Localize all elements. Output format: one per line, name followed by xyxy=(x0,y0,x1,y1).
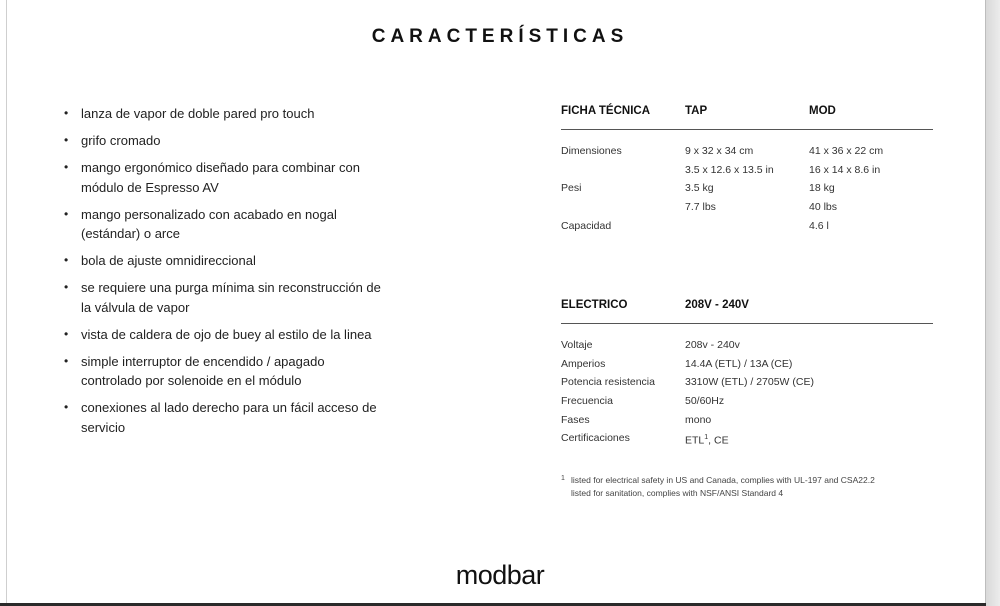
table-row xyxy=(561,161,933,180)
ficha-header-tap: TAP xyxy=(685,105,708,117)
mod-value: 40 lbs xyxy=(809,201,838,214)
footnote-marker: 1 xyxy=(561,475,565,482)
row-label: Certificaciones xyxy=(561,432,630,445)
row-label: Capacidad xyxy=(561,219,612,232)
row-label: Fases xyxy=(561,413,590,426)
row-value: mono xyxy=(685,413,712,426)
table-row xyxy=(561,142,933,161)
feature-item: • lanza de vapor de doble pared pro touch xyxy=(64,104,384,124)
table-row xyxy=(561,429,933,448)
certifications-value xyxy=(685,429,933,448)
row-value: 50/60Hz xyxy=(685,395,725,408)
electrico-header-row xyxy=(561,299,933,324)
feature-item: • grifo cromado xyxy=(64,131,384,151)
row-value: 208v - 240v xyxy=(685,339,740,351)
table-row xyxy=(561,217,933,236)
mod-value: 4.6 l xyxy=(809,219,829,232)
tap-value: 3.5 x 12.6 x 13.5 in xyxy=(685,163,774,176)
ficha-header-mod: MOD xyxy=(809,105,836,117)
row-label: Voltaje xyxy=(561,339,593,351)
ficha-tecnica-table xyxy=(561,105,933,235)
row-value: 14.4A (ETL) / 13A (CE) xyxy=(685,357,793,370)
tap-value: 3.5 kg xyxy=(685,182,714,195)
feature-item: • simple interruptor de encendido / apagado controlado por solenoide en el módulo xyxy=(64,352,384,391)
page-edge-right xyxy=(985,0,1000,606)
feature-item: • conexiones al lado derecho para un fácil acceso de servicio xyxy=(64,398,384,437)
footnote-marker: 1 xyxy=(704,434,709,442)
row-label: Frecuencia xyxy=(561,395,613,408)
modbar-logo: modbar xyxy=(455,560,545,590)
footnote-line-1: listed for electrical safety in US and Canada, complies with UL-197 and CSA22.2 xyxy=(571,475,875,485)
tap-value: 7.7 lbs xyxy=(685,201,716,214)
table-row xyxy=(561,411,933,430)
mod-value: 18 kg xyxy=(809,182,835,195)
feature-item: • bola de ajuste omnidireccional xyxy=(64,251,384,271)
electrico-header-voltage: 208V - 240V xyxy=(685,299,749,311)
feature-item: • vista de caldera de ojo de buey al estilo de la linea xyxy=(64,325,384,345)
features-list xyxy=(64,104,384,445)
row-label: Potencia resistencia xyxy=(561,376,655,389)
page-title: CARACTERÍSTICAS xyxy=(371,26,629,47)
table-row xyxy=(561,355,933,374)
table-row xyxy=(561,198,933,217)
row-label: Dimensiones xyxy=(561,145,622,157)
row-value: 3310W (ETL) / 2705W (CE) xyxy=(685,376,814,389)
footnote xyxy=(561,474,933,500)
row-label xyxy=(561,161,685,180)
table-row xyxy=(561,179,933,198)
page-edge-left xyxy=(6,0,7,606)
feature-item: • mango ergonómico diseñado para combinar con módulo de Espresso AV xyxy=(64,158,384,197)
row-label: Pesi xyxy=(561,182,582,195)
electrico-header-label: ELECTRICO xyxy=(561,299,628,311)
row-label xyxy=(561,198,685,217)
mod-value: 16 x 14 x 8.6 in xyxy=(809,163,881,176)
table-row xyxy=(561,373,933,392)
table-row xyxy=(561,336,933,355)
mod-value: 41 x 36 x 22 cm xyxy=(809,145,884,157)
cert-etl: ETL xyxy=(685,434,705,447)
ficha-header-label: FICHA TÉCNICA xyxy=(561,105,651,117)
feature-item: • se requiere una purga mínima sin reconstrucción de la válvula de vapor xyxy=(64,278,384,317)
electrico-table xyxy=(561,299,933,448)
cert-ce: , CE xyxy=(708,434,729,447)
feature-item: • mango personalizado con acabado en nogal (estándar) o arce xyxy=(64,205,384,244)
ficha-header-row xyxy=(561,105,933,130)
table-row xyxy=(561,392,933,411)
tap-value: 9 x 32 x 34 cm xyxy=(685,145,754,157)
row-label: Amperios xyxy=(561,357,606,370)
tap-value xyxy=(685,217,809,236)
footnote-line-2: listed for sanitation, complies with NSF/ANSI Standard 4 xyxy=(571,488,784,498)
